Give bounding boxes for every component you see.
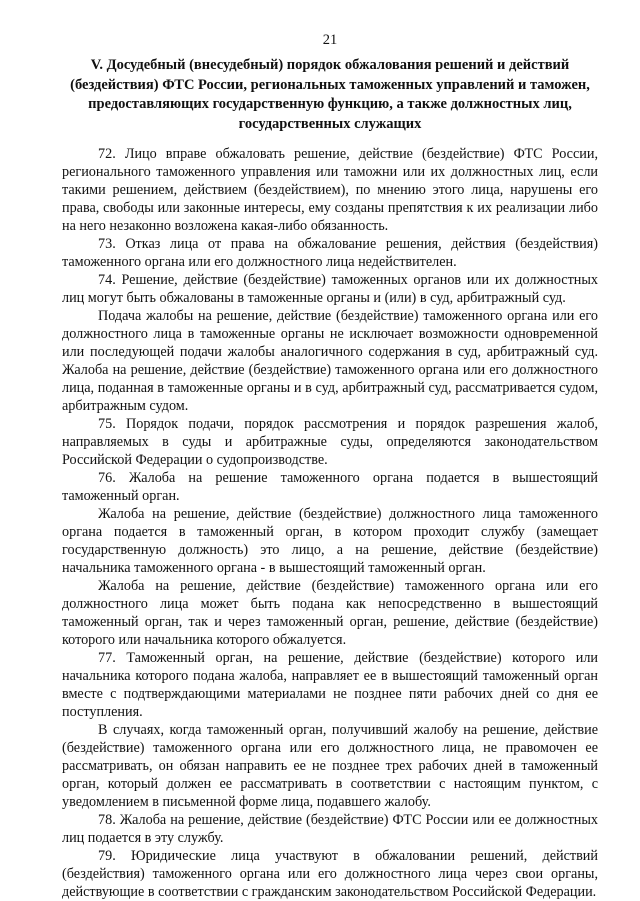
paragraph-78: 78. Жалоба на решение, действие (бездействие) ФТС России или ее должностных лиц подается в эту службу. (62, 812, 598, 846)
paragraph-72: 72. Лицо вправе обжаловать решение, действие (бездействие) ФТС России, регионального таможенного управления или таможни или их должностных лиц, если такими решением, действием (бездействием), по мнению этого лица, нарушены его права, свободы или законные интересы, ему созданы препятствия к их реализации либо на него незаконно возложена какая-либо обязанность. (62, 146, 598, 234)
paragraph-75: 75. Порядок подачи, порядок рассмотрения и порядок разрешения жалоб, направляемых в суды и арбитражные суды, определяются законодательством Российской Федерации о судопроизводстве. (62, 416, 598, 468)
paragraph-77: 77. Таможенный орган, на решение, действие (бездействие) которого или начальника которого подана жалоба, направляет ее в вышестоящий таможенный орган вместе с подтверждающими материалами не позднее пяти рабочих дней со дня ее поступления. (62, 650, 598, 720)
paragraph-74: 74. Решение, действие (бездействие) таможенных органов или их должностных лиц могут быть обжалованы в таможенные органы и (или) в суд, арбитражный суд. (62, 272, 598, 306)
paragraph-79: 79. Юридические лица участвуют в обжаловании решений, действий (бездействия) таможенного органа или его должностного лица через свои органы, действующие в соответствии с гражданским законодательством Российской Федерации. (62, 848, 598, 900)
section-title: V. Досудебный (внесудебный) порядок обжалования решений и действий (бездействия) ФТС России, региональных таможенных управлений и таможен, предоставляющих государственную функцию, а также должностных лиц, государственных служащих (70, 57, 590, 132)
paragraph-76-continued: Жалоба на решение, действие (бездействие) должностного лица таможенного органа подается в таможенный орган, в котором проходит службу (замещает государственную должность) это лицо, а на решение, действие (бездействие) начальника таможенного органа - в вышестоящий таможенный орган. (62, 506, 598, 576)
paragraph-76: 76. Жалоба на решение таможенного органа подается в вышестоящий таможенный орган. (62, 470, 598, 504)
document-body (62, 145, 598, 901)
paragraph-73: 73. Отказ лица от права на обжалование решения, действия (бездействия) таможенного органа или его должностного лица недействителен. (62, 236, 598, 270)
page-number: 21 (322, 32, 338, 48)
paragraph-77-continued: В случаях, когда таможенный орган, получивший жалобу на решение, действие (бездействие) таможенного органа или его должностного лица, не правомочен ее рассматривать, он обязан направить ее не позднее трех рабочих дней в таможенный орган, который должен ее рассматривать в соответствии с настоящим пунктом, с уведомлением в письменной форме лица, подавшего жалобу. (62, 722, 598, 810)
paragraph-74-continued: Подача жалобы на решение, действие (бездействие) таможенного органа или его должностного лица в таможенные органы не исключает возможности одновременной или последующей подачи жалобы аналогичного содержания в суд, арбитражный суд. Жалоба на решение, действие (бездействие) таможенного органа или его должностного лица, поданная в таможенные органы и в суд, арбитражный суд, рассматривается судом, арбитражным судом. (62, 308, 598, 414)
paragraph-76-continued-2: Жалоба на решение, действие (бездействие) таможенного органа или его должностного лица может быть подана как непосредственно в вышестоящий таможенный орган, так и через таможенный орган, решение, действие (бездействие) которого или начальника которого обжалуется. (62, 578, 598, 648)
document-page (62, 30, 598, 901)
